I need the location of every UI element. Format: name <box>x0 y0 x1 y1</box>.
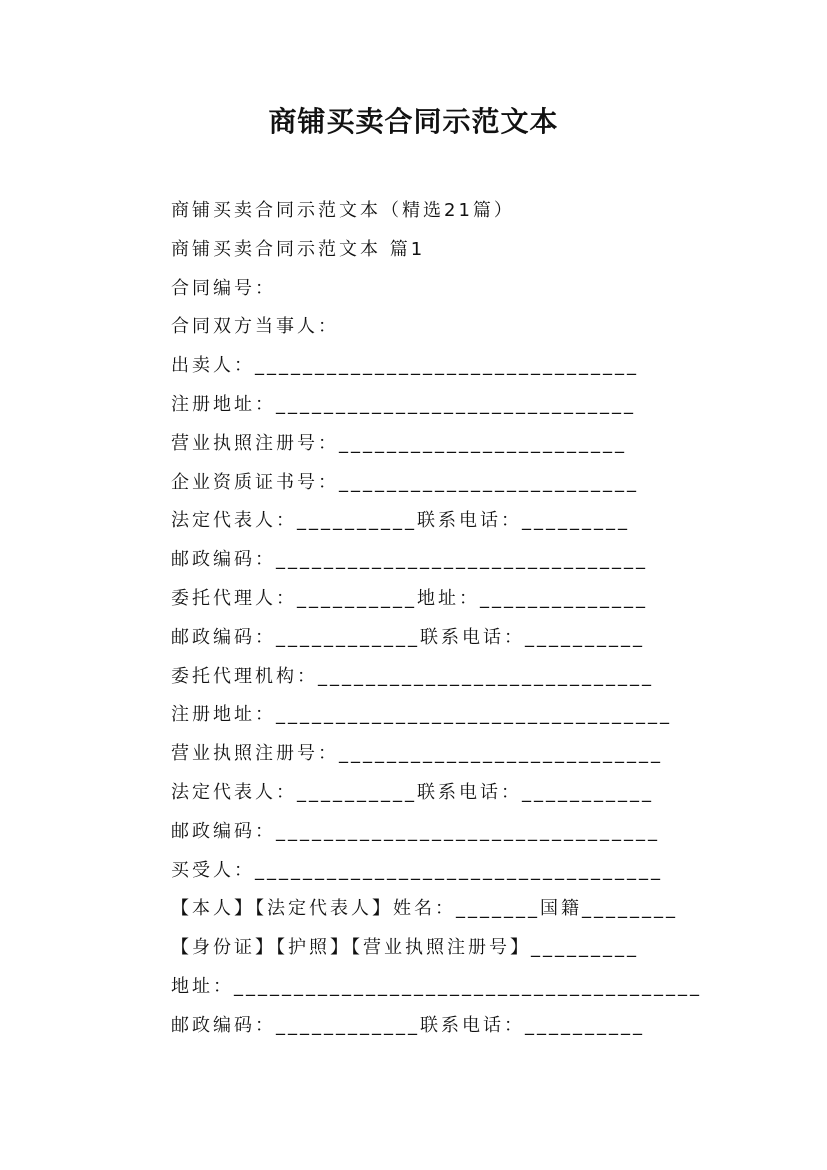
seller-representative-line: 法定代表人：__________联系电话：_________ <box>171 510 630 532</box>
buyer-id-line: 【身份证】【护照】【营业执照注册号】_________ <box>171 937 639 959</box>
document-title: 商铺买卖合同示范文本 <box>268 105 559 138</box>
seller-line: 出卖人：________________________________ <box>171 355 639 377</box>
subtitle-line: 商铺买卖合同示范文本（精选21篇） <box>171 200 515 221</box>
agency-license-line: 营业执照注册号：___________________________ <box>171 743 663 765</box>
agency-line: 委托代理机构：____________________________ <box>171 665 654 687</box>
buyer-name-line: 【本人】【法定代表人】姓名：_______国籍________ <box>171 898 678 920</box>
seller-qualification-line: 企业资质证书号：_________________________ <box>171 471 639 493</box>
buyer-postcode-line: 邮政编码：____________联系电话：__________ <box>171 1014 645 1036</box>
agency-postcode-line: 邮政编码：________________________________ <box>171 820 660 842</box>
parties-heading: 合同双方当事人： <box>171 316 339 338</box>
seller-address-line: 注册地址：______________________________ <box>171 393 636 415</box>
contract-number-line: 合同编号： <box>171 277 276 299</box>
seller-agent-postcode-line: 邮政编码：____________联系电话：__________ <box>171 626 645 648</box>
section-heading: 商铺买卖合同示范文本 篇1 <box>171 238 426 260</box>
agency-representative-line: 法定代表人：__________联系电话：___________ <box>171 781 654 803</box>
buyer-line: 买受人：__________________________________ <box>171 859 663 881</box>
agency-address-line: 注册地址：_________________________________ <box>171 704 672 726</box>
seller-postcode-line: 邮政编码：_______________________________ <box>171 549 648 571</box>
document-body <box>171 192 731 1046</box>
buyer-address-line: 地址：_______________________________________ <box>171 975 702 997</box>
seller-agent-line: 委托代理人：__________地址：______________ <box>171 587 648 609</box>
seller-license-line: 营业执照注册号：________________________ <box>171 432 627 454</box>
